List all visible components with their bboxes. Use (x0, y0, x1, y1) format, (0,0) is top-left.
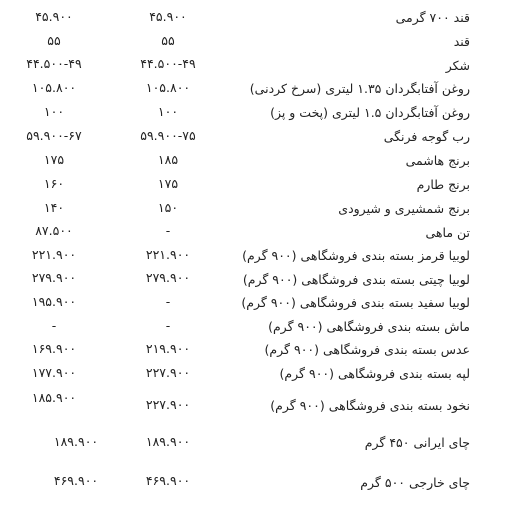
price-column-b: ۲۲۱.۹۰۰ (31, 247, 77, 262)
price-column-b: ۱۷۵ (43, 152, 65, 167)
price-column-a: ۱۸۹.۹۰۰ (145, 434, 191, 449)
price-column-b: ۴۶۹.۹۰۰ (53, 473, 99, 488)
price-column-a: ۱۷۵ (157, 176, 179, 191)
price-column-b: - (51, 318, 57, 333)
price-column-a: ۵۹.۹۰۰-۷۵ (140, 128, 196, 143)
item-name: چای ایرانی ۴۵۰ گرم (364, 435, 470, 450)
item-name: چای خارجی ۵۰۰ گرم (360, 475, 470, 490)
price-column-a: ۲۱۹.۹۰۰ (145, 341, 191, 356)
item-name: لوبیا قرمز بسته بندی فروشگاهی (۹۰۰ گرم) (242, 248, 470, 263)
price-column-b: ۱۴۰ (43, 200, 65, 215)
item-name: عدس بسته بندی فروشگاهی (۹۰۰ گرم) (264, 342, 470, 357)
price-column-b: ۴۵.۹۰۰ (35, 9, 73, 24)
item-name: برنج شمشیری و شیرودی (338, 201, 470, 216)
price-column-a: - (165, 294, 171, 309)
price-column-b: ۱۸۵.۹۰۰ (31, 390, 77, 405)
item-name: روغن آفتابگردان ۱.۳۵ لیتری (سرخ کردنی) (249, 81, 470, 96)
price-column-b: ۵۵ (47, 33, 61, 48)
price-column-a: ۲۷۹.۹۰۰ (145, 270, 191, 285)
price-column-a: ۴۵.۹۰۰ (149, 9, 187, 24)
item-name: ماش بسته بندی فروشگاهی (۹۰۰ گرم) (268, 319, 470, 334)
item-name: قند (453, 34, 470, 49)
price-column-b: ۸۷.۵۰۰ (35, 223, 73, 238)
price-column-b: ۱۶۹.۹۰۰ (31, 341, 77, 356)
item-name: لوبیا سفید بسته بندی فروشگاهی (۹۰۰ گرم) (241, 295, 470, 310)
price-column-a: ۲۲۷.۹۰۰ (145, 397, 191, 412)
price-column-b: ۱۰۰ (43, 104, 65, 119)
price-column-a: ۱۰۵.۸۰۰ (145, 80, 191, 95)
price-column-a: ۵۵ (161, 33, 175, 48)
price-column-a: - (165, 318, 171, 333)
item-name: شکر (445, 58, 470, 73)
price-column-b: ۴۴.۵۰۰-۴۹ (26, 56, 82, 71)
price-column-a: ۱۰۰ (157, 104, 179, 119)
item-name: برنج طارم (416, 177, 470, 192)
price-column-b: ۱۶۰ (43, 176, 65, 191)
price-column-a: ۲۲۷.۹۰۰ (145, 365, 191, 380)
price-column-b: ۲۷۹.۹۰۰ (31, 270, 77, 285)
item-name: نخود بسته بندی فروشگاهی (۹۰۰ گرم) (270, 398, 470, 413)
price-column-a: ۴۴.۵۰۰-۴۹ (140, 56, 196, 71)
item-name: قند ۷۰۰ گرمی (395, 10, 470, 25)
item-name: لپه بسته بندی فروشگاهی (۹۰۰ گرم) (279, 366, 470, 381)
item-name: تن ماهی (425, 225, 470, 240)
price-column-b: ۱۰۵.۸۰۰ (31, 80, 77, 95)
price-column-a: ۱۵۰ (157, 200, 179, 215)
item-name: روغن آفتابگردان ۱.۵ لیتری (پخت و پز) (270, 105, 470, 120)
price-column-b: ۵۹.۹۰۰-۶۷ (26, 128, 82, 143)
price-column-a: ۲۲۱.۹۰۰ (145, 247, 191, 262)
price-column-a: ۱۸۵ (157, 152, 179, 167)
price-column-b: ۱۸۹.۹۰۰ (53, 434, 99, 449)
price-column-b: ۱۷۷.۹۰۰ (31, 365, 77, 380)
price-column-a: - (165, 223, 171, 238)
price-column-a: ۴۶۹.۹۰۰ (145, 473, 191, 488)
item-name: لوبیا چیتی بسته بندی فروشگاهی (۹۰۰ گرم) (242, 272, 470, 287)
price-column-b: ۱۹۵.۹۰۰ (31, 294, 77, 309)
item-name: برنج هاشمی (405, 153, 470, 168)
item-name: رب گوجه فرنگی (383, 129, 470, 144)
